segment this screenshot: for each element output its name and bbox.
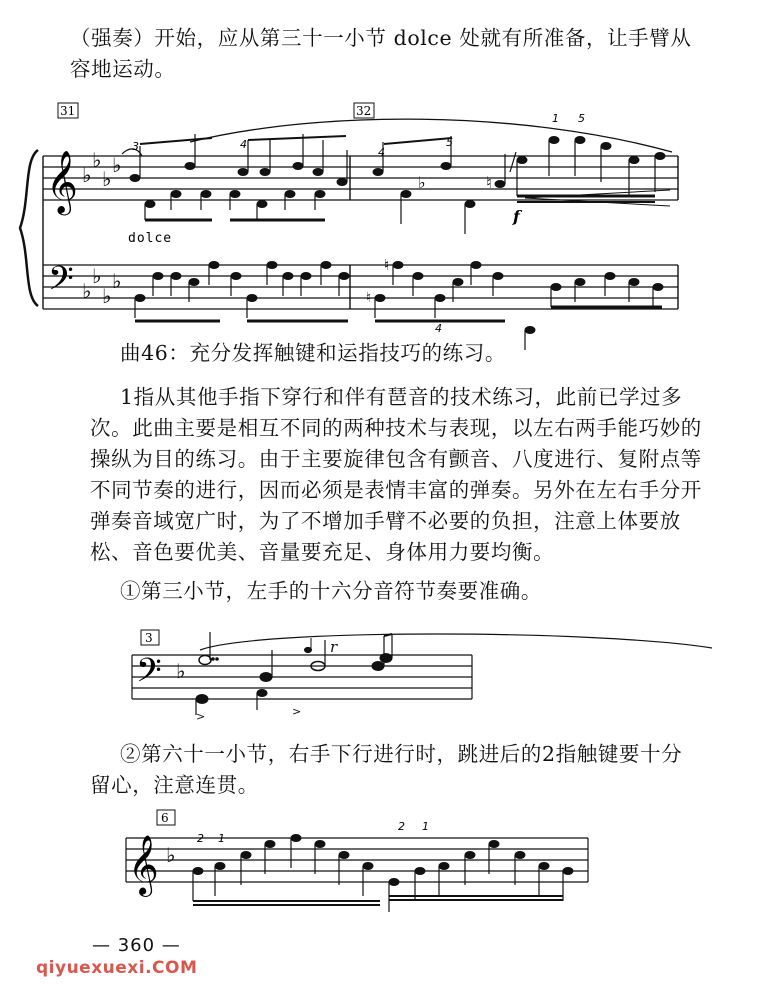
melody-note bbox=[363, 862, 374, 870]
bass-notes bbox=[135, 256, 664, 350]
fingering-4a: 4 bbox=[240, 138, 247, 151]
bass-note bbox=[453, 278, 464, 286]
bass-note bbox=[653, 283, 664, 291]
treble-note bbox=[201, 190, 212, 198]
body-line-2: 次。此曲主要是相互不同的两种技术与表现，以左右两手能巧妙的 bbox=[90, 416, 702, 440]
measure-number-31: 31 bbox=[60, 104, 76, 118]
treble-note bbox=[238, 168, 249, 176]
page-number: — 360 — bbox=[92, 935, 181, 956]
treble-note bbox=[313, 168, 324, 176]
treble-note bbox=[549, 136, 560, 144]
melody-note bbox=[415, 867, 426, 875]
phrase-slur bbox=[190, 119, 672, 152]
treble-note bbox=[373, 168, 384, 176]
treble-note bbox=[441, 162, 452, 170]
melody-note bbox=[215, 862, 226, 870]
svg-text:♭: ♭ bbox=[92, 148, 102, 172]
bass-note bbox=[393, 261, 404, 269]
melody-note bbox=[339, 851, 350, 859]
bass-note bbox=[493, 272, 504, 280]
expression-dolce: dolce bbox=[128, 231, 173, 246]
flat-icon: ♭ bbox=[176, 659, 186, 683]
svg-text:♭: ♭ bbox=[82, 279, 92, 303]
bass-note bbox=[189, 278, 200, 286]
treble-clef-icon: 𝄞 bbox=[46, 150, 78, 213]
fingering-1b: 1 bbox=[422, 820, 429, 833]
body-line-6: 松、音色要优美、音量要充足、身体用力要均衡。 bbox=[90, 540, 555, 564]
fingering-5a: 5 bbox=[446, 136, 453, 149]
treble-note bbox=[337, 178, 348, 186]
note2-line-1: ②第六十一小节，右手下行进行时，跳进后的2指触键要十分 bbox=[120, 742, 683, 766]
svg-text:♭: ♭ bbox=[92, 264, 102, 288]
bass-note bbox=[605, 272, 616, 280]
treble-notes bbox=[130, 134, 666, 234]
treble-note bbox=[293, 162, 304, 170]
intro-line-1: （强奏）开始，应从第三十一小节 dolce 处就有所准备，让手臂从 bbox=[70, 26, 692, 50]
bass-note bbox=[135, 294, 146, 302]
melody-note bbox=[315, 840, 326, 848]
treble-note bbox=[230, 190, 241, 198]
note-1: ①第三小节，左手的十六分音符节奏要准确。 bbox=[120, 579, 542, 603]
key-signature-treble bbox=[82, 148, 121, 191]
caption: 曲46：充分发挥触键和运指技巧的练习。 bbox=[120, 341, 506, 365]
fingering-2a: 2 bbox=[197, 832, 204, 845]
bass-note bbox=[153, 272, 164, 280]
svg-text:♭: ♭ bbox=[418, 173, 426, 192]
body-line-4: 不同节奏的进行，因而必须是表情丰富的弹奏。另外在左右手分开 bbox=[90, 478, 702, 502]
treble-note bbox=[629, 156, 640, 164]
bass-note bbox=[629, 278, 640, 286]
svg-text:♮: ♮ bbox=[486, 173, 492, 192]
slur bbox=[200, 634, 712, 650]
treble-note bbox=[130, 174, 141, 182]
accent-icon: > bbox=[196, 710, 206, 723]
note-2 bbox=[90, 739, 700, 801]
treble-note bbox=[260, 168, 271, 176]
svg-text:♭: ♭ bbox=[102, 284, 112, 308]
melody-note bbox=[439, 862, 450, 870]
treble-note bbox=[145, 200, 156, 208]
bass-note bbox=[575, 278, 586, 286]
bass-note bbox=[471, 261, 482, 269]
svg-text:♭: ♭ bbox=[112, 269, 122, 293]
melody-note bbox=[515, 851, 526, 859]
fingering-3: 3 bbox=[132, 140, 139, 153]
svg-text:♭: ♭ bbox=[102, 167, 112, 191]
treble-note bbox=[315, 190, 326, 198]
melody-note bbox=[539, 862, 550, 870]
treble-note bbox=[575, 136, 586, 144]
score-bass-m3 bbox=[0, 620, 772, 723]
bass-note bbox=[283, 272, 294, 280]
bass-note bbox=[209, 261, 220, 269]
score-grand-staff-m31-32 bbox=[0, 100, 772, 340]
fingering-4b: 4 bbox=[378, 146, 385, 159]
fingering-1a: 1 bbox=[218, 832, 225, 845]
treble-note bbox=[517, 156, 528, 164]
bass-note bbox=[231, 272, 242, 280]
measure-number-6: 6 bbox=[161, 811, 169, 825]
svg-text:♮: ♮ bbox=[366, 290, 372, 306]
bass-staff-lines bbox=[43, 265, 678, 309]
bass-clef-icon-2: 𝄢 bbox=[136, 652, 162, 698]
note2-line-2: 留心，注意连贯。 bbox=[90, 773, 259, 797]
body-line-5: 弹奏音域宽广时，为了不增加手臂不必要的负担，注意上体要放 bbox=[90, 509, 681, 533]
treble-note bbox=[601, 142, 612, 150]
treble-staff-lines-3 bbox=[126, 838, 588, 882]
measure-6-notes bbox=[193, 834, 574, 912]
bass-note bbox=[267, 261, 278, 269]
bass-note bbox=[551, 283, 562, 291]
dynamic-forte: f bbox=[513, 207, 520, 226]
fingering-5b: 5 bbox=[578, 112, 585, 125]
body-line-1: 1指从其他手指下穿行和伴有琶音的技术练习，此前已学过多 bbox=[120, 385, 683, 409]
melody-note bbox=[241, 851, 252, 859]
svg-text:♮: ♮ bbox=[384, 256, 390, 274]
treble-note bbox=[285, 190, 296, 198]
bass-note bbox=[375, 294, 386, 302]
melody-note bbox=[389, 878, 400, 886]
accent-icon-2: > bbox=[292, 705, 302, 718]
melody-note bbox=[193, 867, 204, 875]
treble-note bbox=[171, 190, 182, 198]
body-line-3: 操纵为目的练习。由于主要旋律包含有颤音、八度进行、复附点等 bbox=[90, 447, 702, 471]
flat-icon-3: ♭ bbox=[166, 843, 176, 867]
score-treble-m6 bbox=[0, 800, 772, 910]
measure-number-32: 32 bbox=[356, 104, 372, 118]
melody-note bbox=[563, 867, 574, 875]
brace bbox=[20, 150, 38, 306]
fingering-1: 1 bbox=[552, 112, 559, 125]
key-signature-bass bbox=[82, 264, 121, 308]
melody-note bbox=[291, 834, 302, 842]
bass-note bbox=[435, 294, 446, 302]
treble-note bbox=[185, 162, 196, 170]
melody-note bbox=[489, 840, 500, 848]
intro-paragraph bbox=[70, 23, 710, 85]
svg-text:r: r bbox=[330, 638, 338, 656]
decrescendo-hairpin bbox=[525, 190, 670, 206]
svg-text:♭: ♭ bbox=[82, 163, 92, 187]
treble-note bbox=[655, 152, 666, 160]
treble-clef-icon-3: 𝄞 bbox=[128, 835, 159, 895]
bass-note bbox=[321, 261, 332, 269]
bass-note bbox=[413, 272, 424, 280]
fingering-4-bass: 4 bbox=[435, 322, 442, 335]
watermark: qiyuexuexi.COM bbox=[36, 958, 198, 978]
treble-note bbox=[465, 200, 476, 208]
treble-note bbox=[495, 180, 506, 188]
bass-note bbox=[301, 272, 312, 280]
treble-note bbox=[257, 200, 268, 208]
bass-note bbox=[247, 294, 258, 302]
body-paragraph bbox=[90, 382, 730, 568]
bass-note bbox=[339, 272, 350, 280]
intro-line-2: 容地运动。 bbox=[70, 57, 176, 81]
bass-note bbox=[171, 272, 182, 280]
measure-number-3: 3 bbox=[145, 631, 153, 645]
melody-note bbox=[265, 840, 276, 848]
svg-text:♭: ♭ bbox=[112, 153, 122, 177]
bass-note bbox=[525, 326, 536, 334]
melody-note bbox=[465, 851, 476, 859]
bass-clef-icon: 𝄢 bbox=[48, 260, 74, 306]
treble-note bbox=[401, 190, 412, 198]
fingering-2b: 2 bbox=[398, 820, 405, 833]
